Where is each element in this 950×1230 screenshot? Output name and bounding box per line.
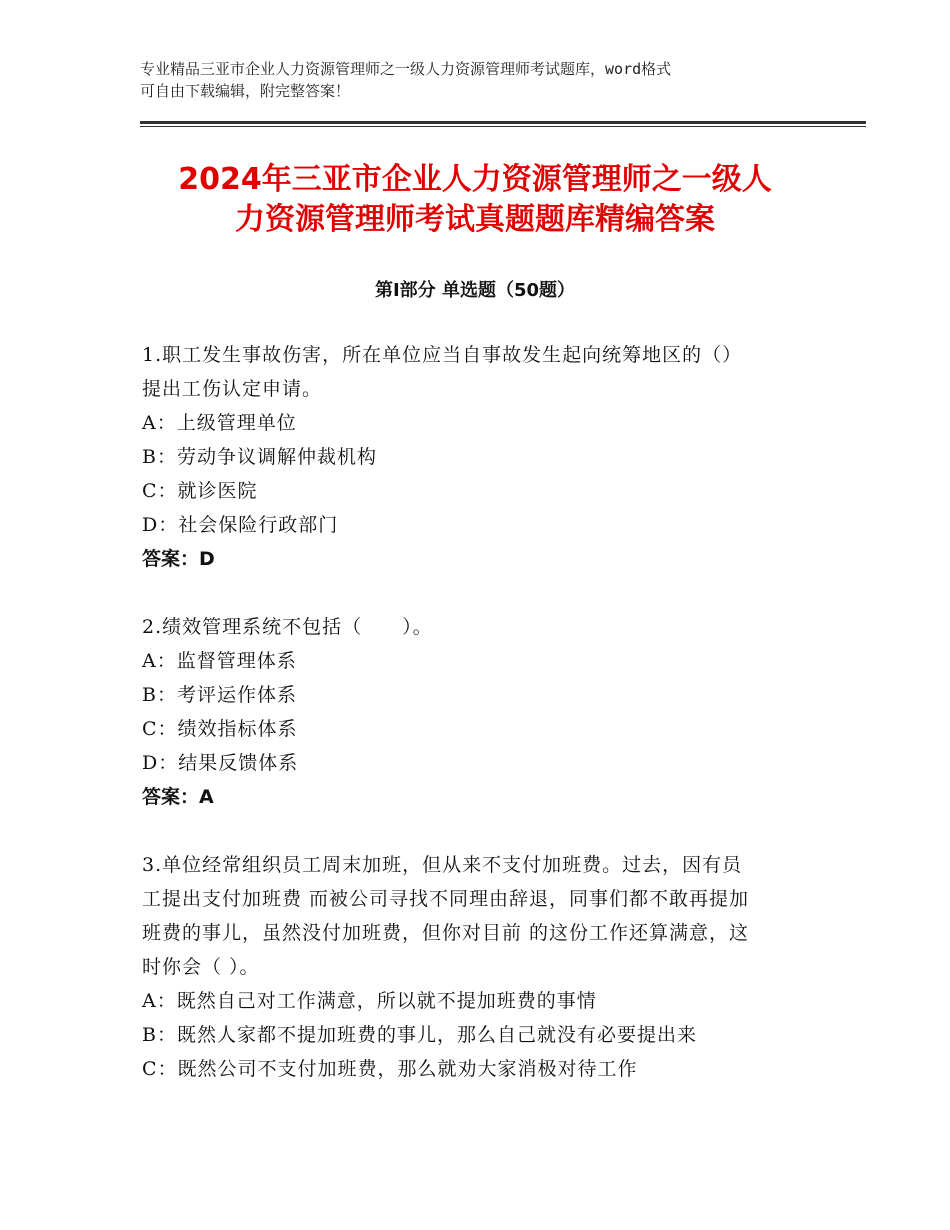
question-option: A：上级管理单位 xyxy=(142,412,297,434)
question-option: D：社会保险行政部门 xyxy=(142,514,339,536)
question-option: B：考评运作体系 xyxy=(142,684,297,706)
question-option: D：结果反馈体系 xyxy=(142,752,299,774)
question-stem: 工提出支付加班费 而被公司寻找不同理由辞退，同事们都不敢再提加 xyxy=(142,888,750,910)
header-divider-thick xyxy=(140,121,866,124)
header-note-line: 专业精品三亚市企业人力资源管理师之一级人力资源管理师考试题库，word格式 xyxy=(140,60,672,78)
question-option: C：既然公司不支付加班费，那么就劝大家消极对待工作 xyxy=(142,1058,638,1080)
section-title: 第Ⅰ部分 单选题（50题） xyxy=(374,280,575,301)
header-note xyxy=(140,58,820,102)
question-option: A：监督管理体系 xyxy=(142,650,297,672)
document-title-line: 力资源管理师考试真题题库精编答案 xyxy=(235,202,715,237)
question-option: C：就诊医院 xyxy=(142,480,258,502)
header-divider-thin xyxy=(140,126,866,127)
question-stem: 3.单位经常组织员工周末加班，但从来不支付加班费。过去，因有员 xyxy=(142,854,743,876)
question-answer: 答案：A xyxy=(142,786,214,808)
question-stem: 班费的事儿，虽然没付加班费，但你对目前 的这份工作还算满意，这 xyxy=(142,922,750,944)
question-option: C：绩效指标体系 xyxy=(142,718,298,740)
question-stem: 2.绩效管理系统不包括（ ）。 xyxy=(142,616,433,638)
question-stem: 时你会（ ）。 xyxy=(142,956,260,978)
document-title xyxy=(120,160,830,240)
question-stem: 1.职工发生事故伤害，所在单位应当自事故发生起向统筹地区的（） xyxy=(142,344,743,366)
header-note-line: 可自由下载编辑，附完整答案！ xyxy=(140,82,351,100)
question-item xyxy=(142,610,822,814)
question-answer: 答案：D xyxy=(142,548,215,570)
question-option: B：劳动争议调解仲裁机构 xyxy=(142,446,377,468)
question-item xyxy=(142,338,822,576)
question-stem: 提出工伤认定申请。 xyxy=(142,378,323,400)
question-option: B：既然人家都不提加班费的事儿，那么自己就没有必要提出来 xyxy=(142,1024,697,1046)
question-option: A：既然自己对工作满意，所以就不提加班费的事情 xyxy=(142,990,597,1012)
question-item xyxy=(142,848,822,1086)
question-list xyxy=(142,338,822,1120)
document-title-line: 2024年三亚市企业人力资源管理师之一级人 xyxy=(178,162,772,197)
